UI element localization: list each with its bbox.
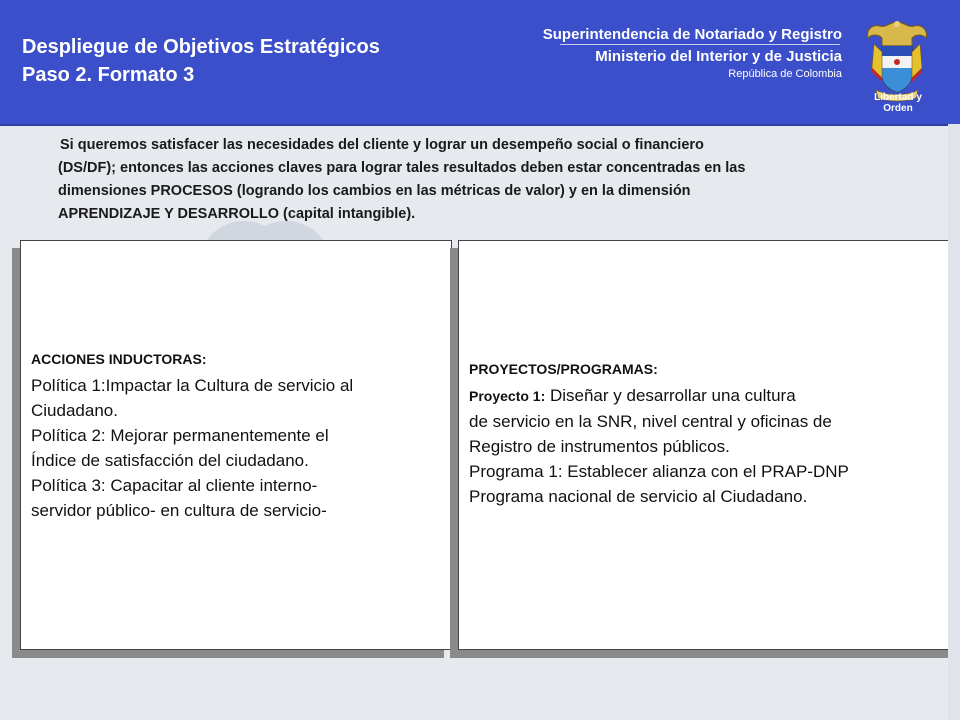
program-line: Programa 1: Establecer alianza con el PRAP-DNP — [469, 462, 849, 481]
panel-heading: PROYECTOS/PROGRAMAS: — [469, 361, 658, 377]
intro-paragraph — [58, 134, 944, 226]
intro-line: APRENDIZAJE Y DESARROLLO (capital intangible). — [58, 206, 416, 222]
policy-line: Ciudadano. — [31, 401, 118, 420]
program-line: Programa nacional de servicio al Ciudadano. — [469, 487, 808, 506]
page-title: Despliegue de Objetivos Estratégicos — [22, 36, 380, 58]
project-line: Registro de instrumentos públicos. — [469, 437, 730, 456]
intro-line: (DS/DF); entonces las acciones claves para lograr tales resultados deben estar concentradas en las — [58, 160, 746, 176]
ministry-name: Ministerio del Interior y de Justicia — [595, 48, 842, 65]
project-label: Proyecto 1: — [469, 388, 546, 404]
project-line: de servicio en la SNR, nivel central y oficinas de — [469, 412, 832, 431]
org-name: Superintendencia de Notariado y Registro — [542, 26, 842, 43]
panel-heading: ACCIONES INDUCTORAS: — [31, 351, 207, 367]
policy-line: Política 3: Capacitar al cliente interno- — [31, 476, 318, 495]
policy-line: Política 2: Mejorar permanentemente el — [31, 426, 329, 445]
policy-line: servidor público- en cultura de servicio- — [31, 501, 327, 520]
right-edge-strip — [948, 124, 960, 720]
header-banner — [0, 0, 960, 126]
header-divider — [560, 44, 840, 45]
projects-programs-panel — [458, 240, 960, 650]
policy-line: Índice de satisfacción del ciudadano. — [31, 451, 309, 470]
intro-line: Si queremos satisfacer las necesidades del cliente y lograr un desempeño social o financiero — [60, 137, 704, 153]
intro-line: dimensiones PROCESOS (logrando los cambios en las métricas de valor) y en la dimensión — [58, 183, 691, 199]
motto-text: Libertad y Orden — [874, 92, 922, 114]
project-text: Diseñar y desarrollar una cultura — [545, 386, 796, 405]
policy-line: Política 1:Impactar la Cultura de servicio al — [31, 376, 354, 395]
inducing-actions-panel — [20, 240, 452, 650]
project-line — [469, 383, 960, 409]
country-name: República de Colombia — [728, 68, 842, 80]
page-subtitle: Paso 2. Formato 3 — [22, 64, 195, 86]
